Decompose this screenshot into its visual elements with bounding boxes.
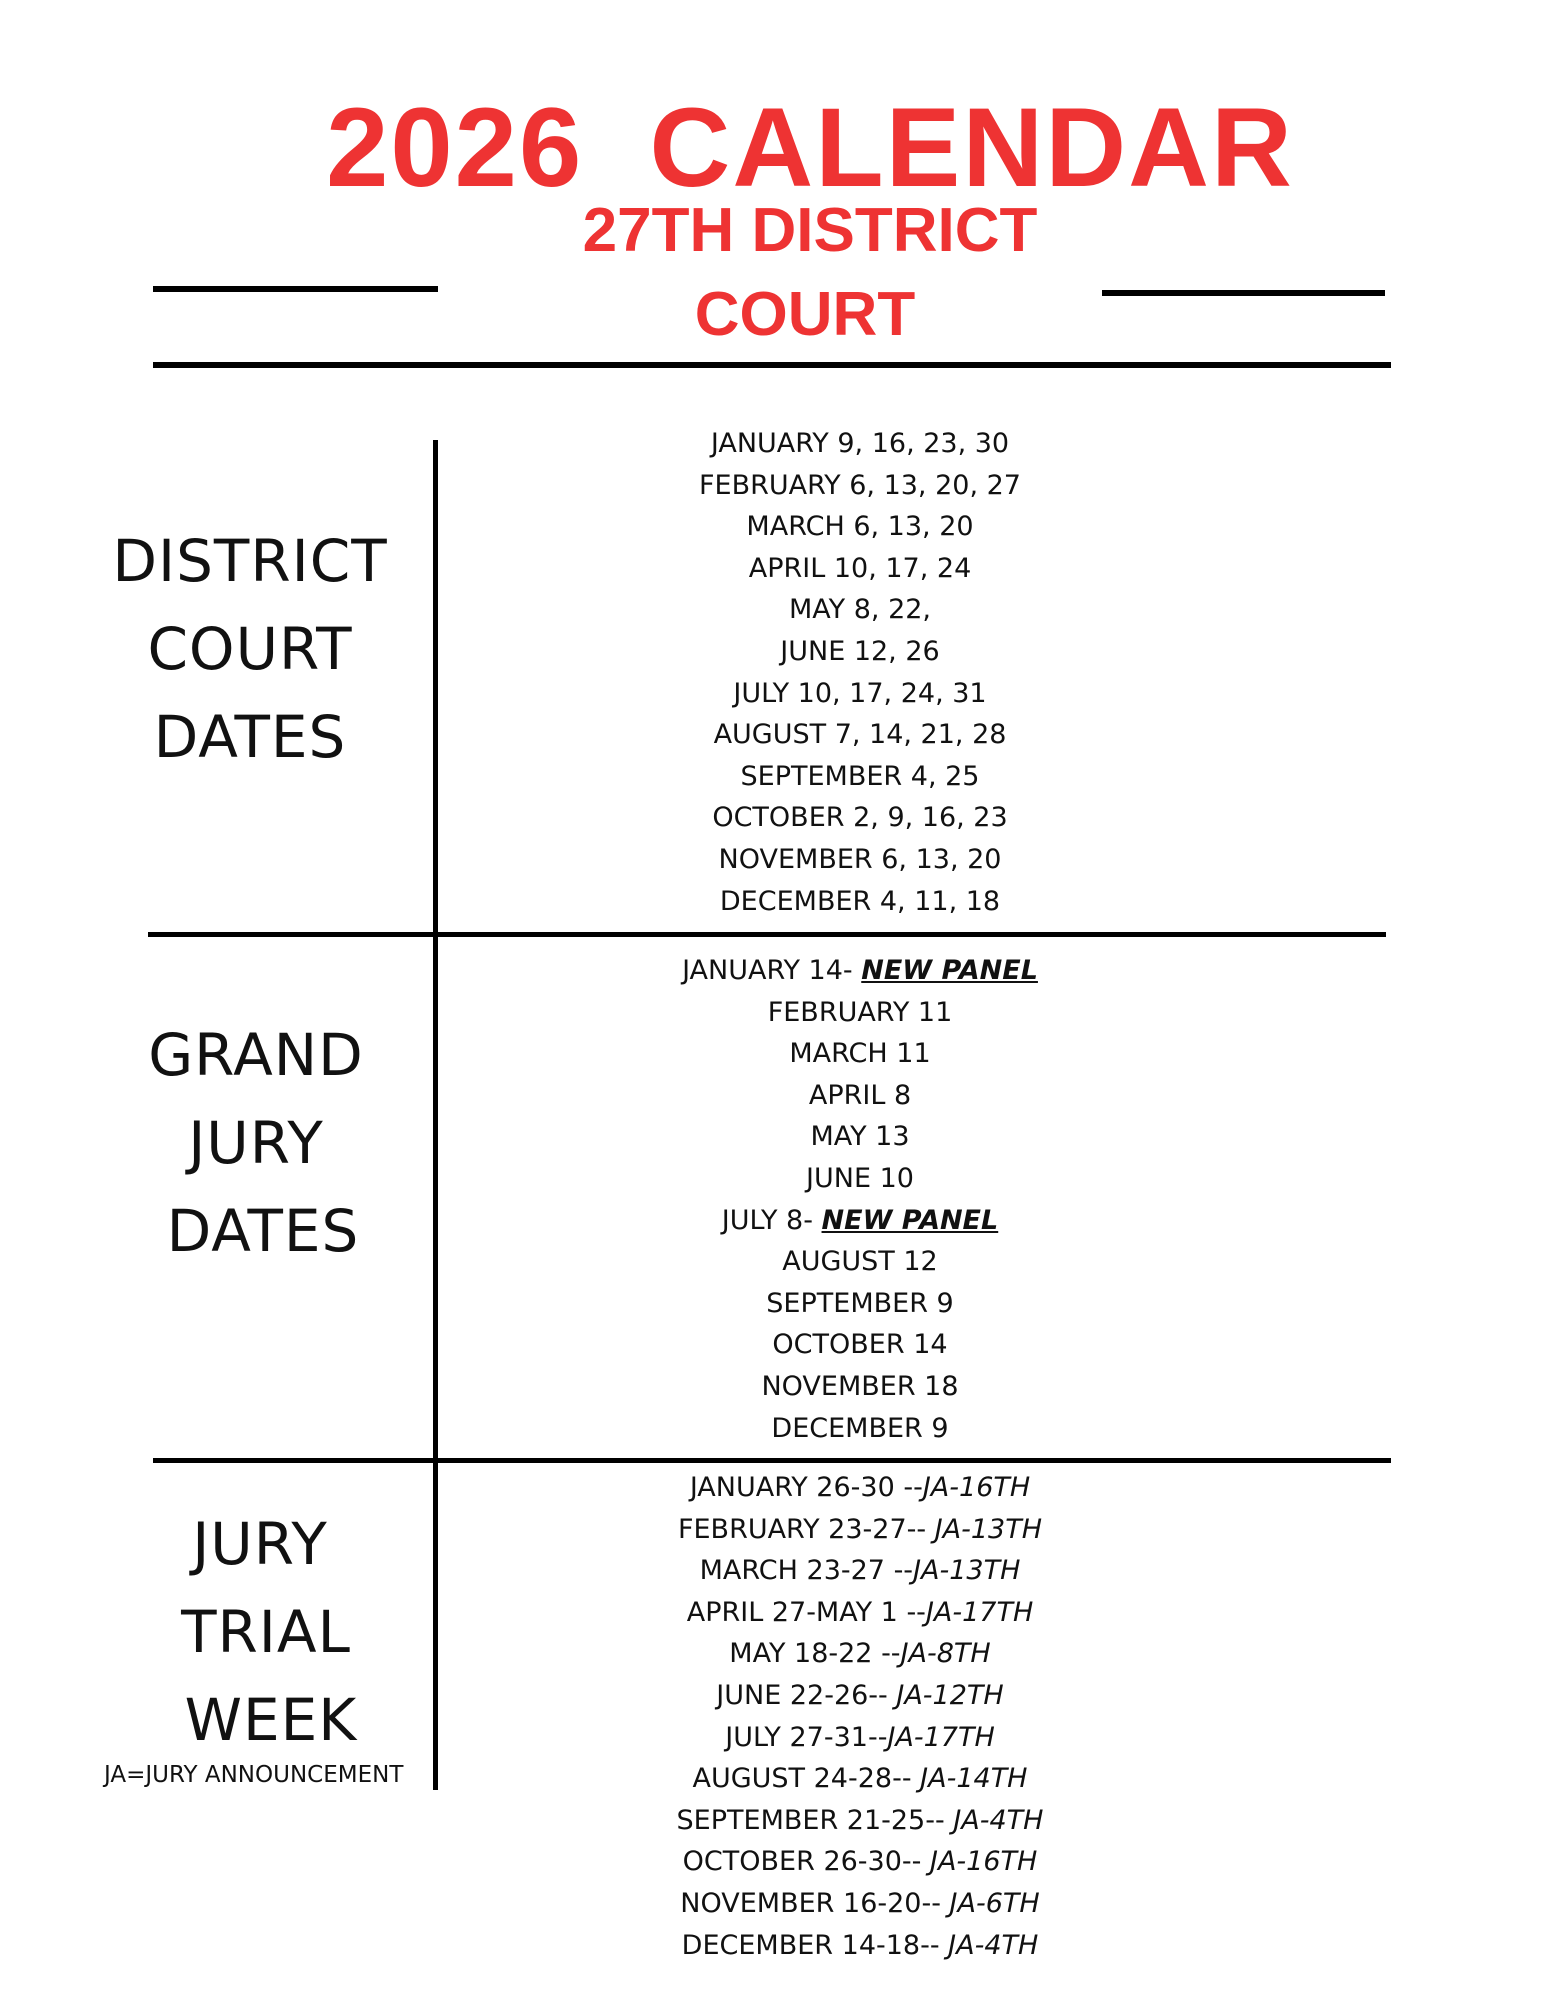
week-text: NOVEMBER 16-20-- [680, 1887, 950, 1919]
list-item [460, 1550, 1260, 1592]
jury-announcement-label: JA-16TH [929, 1846, 1038, 1878]
jury-announcement-label: JA-17TH [925, 1596, 1034, 1628]
week-text: FEBRUARY 23-27-- [677, 1513, 935, 1545]
date-text: DECEMBER 9 [771, 1412, 949, 1444]
date-text: FEBRUARY 11 [767, 996, 953, 1028]
list-item [460, 1116, 1260, 1158]
list-item: MARCH 6, 13, 20 [746, 511, 974, 543]
header-rule-full [153, 362, 1391, 368]
list-item [460, 992, 1260, 1034]
week-text: AUGUST 24-28-- [692, 1763, 921, 1795]
jury-trial-weeks-list [460, 1467, 1260, 1966]
list-item [460, 1925, 1260, 1967]
jury-announcement-label: JA-13TH [913, 1555, 1021, 1587]
list-item [460, 1075, 1260, 1117]
page-subtitle: 27TH DISTRICT [582, 196, 1038, 265]
date-text: JANUARY 14- [682, 955, 862, 986]
list-item: SEPTEMBER 4, 25 [740, 760, 980, 792]
list-item [460, 1467, 1260, 1509]
week-text: JANUARY 26-30 -- [689, 1472, 923, 1503]
jury-announcement-label: JA-8TH [900, 1638, 991, 1670]
list-item: AUGUST 7, 14, 21, 28 [713, 719, 1007, 751]
list-item: JANUARY 9, 16, 23, 30 [710, 428, 1010, 459]
jury-announcement-label: JA-17TH [887, 1721, 995, 1753]
list-item [460, 1158, 1260, 1200]
section-divider-1 [148, 932, 1386, 937]
jury-announcement-label: JA-13TH [934, 1513, 1043, 1545]
list-item [460, 1883, 1260, 1925]
list-item: OCTOBER 2, 9, 16, 23 [712, 802, 1008, 834]
page-subtitle-court: COURT [694, 280, 916, 349]
jury-trial-week-heading: JURY TRIAL WEEK [181, 1510, 358, 1754]
week-text: OCTOBER 26-30-- [682, 1846, 930, 1878]
jury-announcement-label: JA-12TH [896, 1679, 1004, 1711]
district-court-dates-heading: DISTRICT COURT DATES [112, 527, 388, 771]
list-item: FEBRUARY 6, 13, 20, 27 [699, 469, 1021, 501]
week-text: JULY 27-31-- [725, 1721, 888, 1753]
list-item [460, 950, 1260, 992]
week-text: MARCH 23-27 -- [699, 1555, 914, 1587]
district-court-dates-list [460, 423, 1260, 922]
section-divider-2 [153, 1458, 1391, 1463]
list-item [460, 1675, 1260, 1717]
jury-announcement-label: JA-6TH [949, 1887, 1040, 1919]
jury-announcement-label: JA-4TH [948, 1929, 1039, 1961]
date-text: APRIL 8 [808, 1079, 912, 1111]
date-text: JUNE 10 [806, 1162, 914, 1194]
page-title: 2026 CALENDAR [326, 85, 1294, 210]
list-item: JULY 10, 17, 24, 31 [733, 677, 987, 709]
list-item: DECEMBER 4, 11, 18 [719, 885, 1001, 917]
list-item [460, 1283, 1260, 1325]
week-text: JUNE 22-26-- [716, 1679, 897, 1711]
list-item: NOVEMBER 6, 13, 20 [718, 843, 1002, 875]
date-text: OCTOBER 14 [772, 1329, 948, 1361]
week-text: APRIL 27-MAY 1 -- [686, 1596, 926, 1628]
date-text: MARCH 11 [789, 1038, 931, 1070]
date-text: NOVEMBER 18 [761, 1370, 959, 1402]
list-item [460, 1241, 1260, 1283]
grand-jury-dates-list [460, 950, 1260, 1449]
list-item: JUNE 12, 26 [780, 635, 940, 667]
week-text: DECEMBER 14-18-- [681, 1929, 949, 1961]
list-item [460, 1033, 1260, 1075]
date-text: MAY 13 [810, 1121, 910, 1153]
list-item: APRIL 10, 17, 24 [748, 552, 972, 584]
new-panel-label: NEW PANEL [861, 955, 1038, 986]
week-text: MAY 18-22 -- [729, 1638, 901, 1670]
list-item [460, 1408, 1260, 1450]
list-item [460, 1366, 1260, 1408]
date-text: SEPTEMBER 9 [766, 1287, 954, 1319]
list-item [460, 1324, 1260, 1366]
jury-announcement-label: JA-14TH [920, 1763, 1028, 1795]
list-item [460, 1200, 1260, 1242]
date-text: JULY 8- [721, 1204, 822, 1236]
header-rule-right [1102, 290, 1385, 296]
list-item [460, 1758, 1260, 1800]
list-item [460, 1592, 1260, 1634]
list-item: MAY 8, 22, [788, 594, 932, 626]
ja-legend-note: JA=JURY ANNOUNCEMENT [104, 1762, 404, 1788]
jury-announcement-label: JA-16TH [922, 1472, 1031, 1503]
list-item [460, 1509, 1260, 1551]
list-item [460, 1800, 1260, 1842]
week-text: SEPTEMBER 21-25-- [676, 1804, 954, 1836]
new-panel-label: NEW PANEL [821, 1204, 999, 1236]
grand-jury-dates-heading: GRAND JURY DATES [148, 1021, 364, 1265]
list-item [460, 1633, 1260, 1675]
date-text: AUGUST 12 [782, 1246, 938, 1278]
column-divider [433, 440, 438, 1790]
header-rule-left [153, 286, 438, 292]
list-item [460, 1717, 1260, 1759]
list-item [460, 1841, 1260, 1883]
jury-announcement-label: JA-4TH [953, 1804, 1044, 1836]
